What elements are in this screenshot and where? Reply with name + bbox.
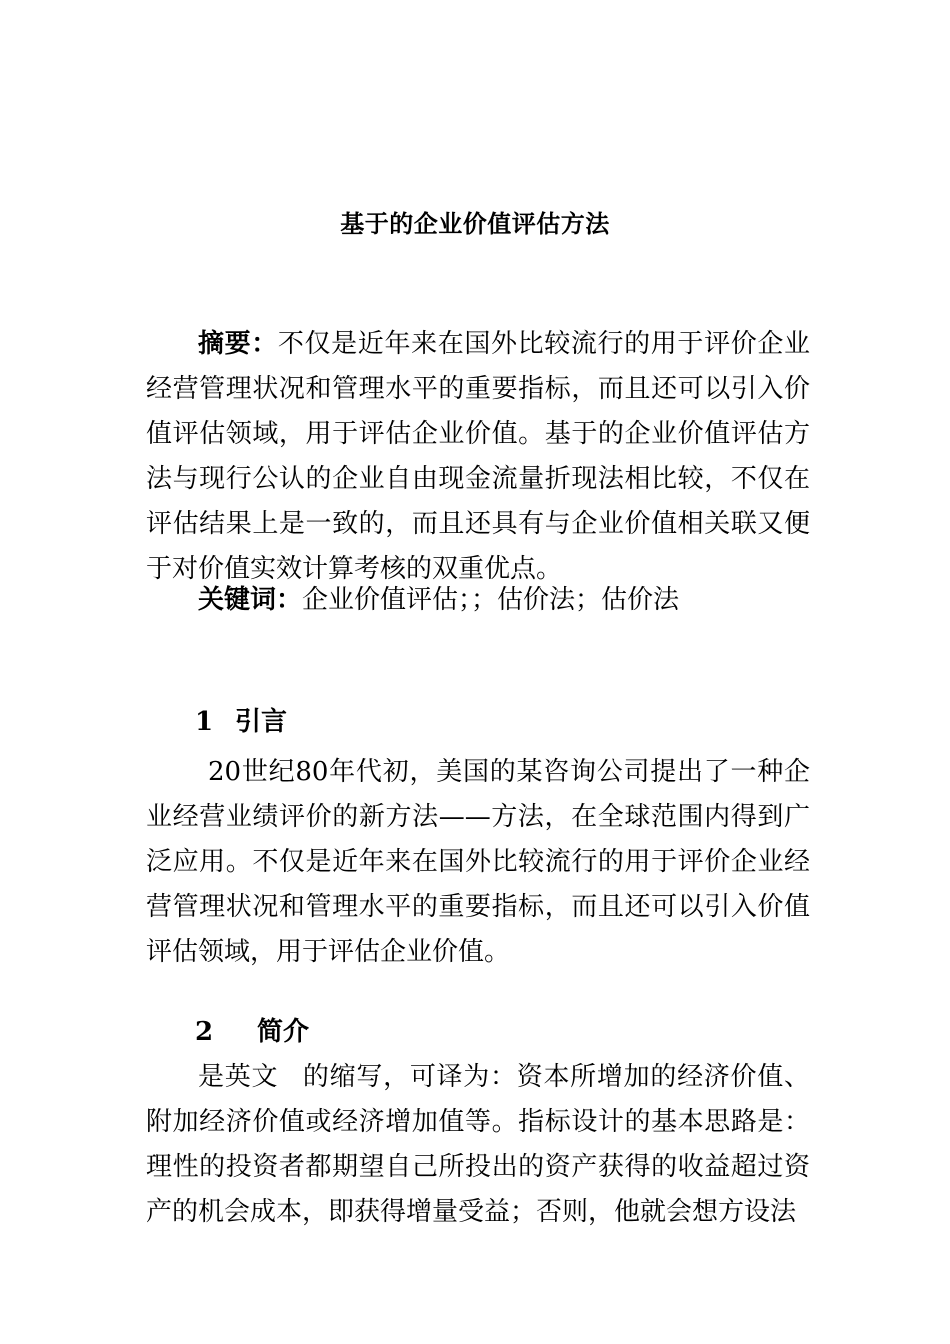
section-1-text: 20世纪80年代初，美国的某咨询公司提出了一种企业经营业绩评价的新方法——方法，在全球范围内得到广泛应用。不仅是近年来在国外比较流行的用于评价企业经营管理状况和管理水平的重要指标，而且还可以引入价值评估领域，用于评估企业价值。 [146,757,810,967]
abstract-text: 不仅是近年来在国外比较流行的用于评价企业经营管理状况和管理水平的重要指标，而且还可以引入价值评估领域，用于评估企业价值。基于的企业价值评估方法与现行公认的企业自由现金流量折现法相比较，不仅在评估结果上是一致的，而且还具有与企业价值相关联又便于对价值实效计算考核的双重优点。 [146,329,810,584]
section-1-heading [195,700,287,745]
section-2-paragraph [146,1055,810,1235]
keywords-text: 企业价值评估；；估价法；估价法 [302,585,680,615]
document-title: 基于的企业价值评估方法 [340,209,610,238]
section-2-text-part2: 的缩写，可译为：资本所增加的经济价值、附加经济价值或经济增加值等。指标设计的基本思路是：理性的投资者都期望自己所投出的资产获得的收益超过资产的机会成本，即获得增量受益；否则，他就会想方设法 [146,1062,810,1227]
section-2-number: 2 [195,1017,214,1047]
section-1-paragraph [146,750,810,975]
section-2-title: 简介 [257,1017,310,1047]
keywords-label: 关键词： [198,585,303,615]
section-2-text-part1: 是英文 [198,1062,279,1092]
keywords-paragraph [146,578,810,623]
abstract-paragraph [146,322,810,592]
abstract-label: 摘要： [198,329,278,359]
section-2-heading [195,1010,309,1055]
section-1-title: 引言 [235,707,288,737]
section-1-number: 1 [195,707,214,737]
